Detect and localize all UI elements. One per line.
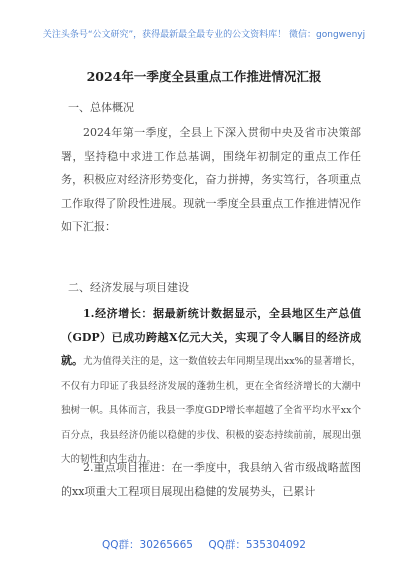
overview-paragraph (61, 121, 361, 239)
economy-growth-lead: 1.经济增长：据最新统计数据显示，全县地区生产总值（GDP）已成功跨越X亿元大关，实现了令人瞩目的经济成就。 (61, 307, 361, 367)
key-projects-paragraph (61, 456, 361, 503)
qq-group-1: QQ群：30265665 (102, 539, 193, 551)
section-heading-economy: 二、经济发展与项目建设 (68, 281, 189, 294)
key-projects-text: 2.重点项目推进：在一季度中，我县纳入省市级战略蓝图的xx项重大工程项目展现出稳健的发展势头，已累计 (61, 461, 361, 498)
footer-contacts (0, 537, 408, 552)
promo-banner: 关注头条号“公文研究”，获得最新最全最专业的公文资料库！ 微信：gongwenyj (42, 30, 366, 40)
economy-growth-body: 尤为值得关注的是，这一数值较去年同期呈现出xx%的显著增长，不仅有力印证了我县经济发展的蓬勃生机，更在全省经济增长的大潮中独树一帜。具体而言，我县一季度GDP增长率超越了全省平均水平xx个百分点，我县经济仍能以稳健的步伐、积极的姿态持续前前，展现出强大的韧性和内生动力。 (61, 356, 361, 465)
document-title: 2024年一季度全县重点工作推进情况汇报 (86, 69, 322, 84)
section-heading-overview: 一、总体概况 (68, 101, 134, 114)
qq-group-2: QQ群：535304092 (208, 539, 306, 551)
overview-text: 2024年第一季度，全县上下深入贯彻中央及省市决策部署，坚持稳中求进工作总基调，围绕年初制定的重点工作任务，积极应对经济形势变化，奋力拼搏，务实笃行，各项重点工作取得了阶段性进展。现就一季度全县重点工作推进情况作如下汇报： (61, 126, 361, 233)
economy-growth-paragraph (61, 302, 361, 472)
